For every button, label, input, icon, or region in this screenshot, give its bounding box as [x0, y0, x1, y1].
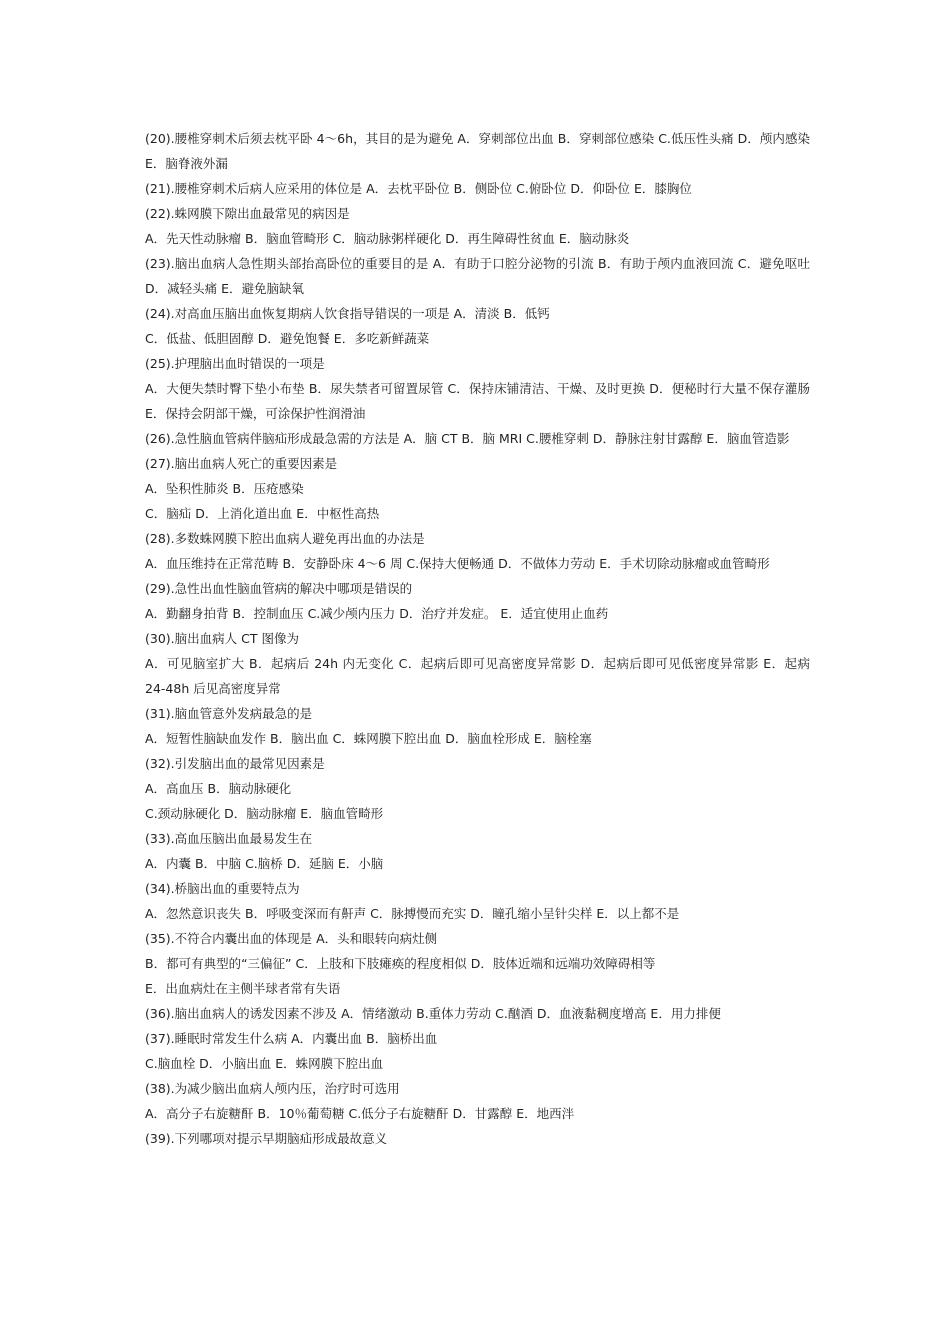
text-line: (39).下列哪项对提示早期脑疝形成最故意义: [145, 1131, 388, 1146]
text-line: (26).急性脑血管病伴脑疝形成最急需的方法是 A．脑 CT B．脑 MRI C.腰椎穿刺 D．静脉注射甘露醇 E．脑血管造影: [145, 431, 790, 446]
text-line: (35).不符合内囊出血的体现是 A．头和眼转向病灶侧: [145, 931, 438, 946]
text-line: A．短暂性脑缺血发作 B．脑出血 C．蛛网膜下腔出血 D．脑血栓形成 E．脑栓塞: [145, 731, 592, 746]
text-line: (30).脑出血病人 CT 图像为: [145, 631, 299, 646]
text-line: (25).护理脑出血时错误的一项是: [145, 356, 325, 371]
text-line: (34).桥脑出血的重要特点为: [145, 881, 300, 896]
text-line: A．忽然意识丧失 B．呼吸变深而有鼾声 C．脉搏慢而充实 D．瞳孔缩小呈针尖样 E．以上都不是: [145, 906, 680, 921]
text-line: C．脑疝 D．上消化道出血 E．中枢性高热: [145, 506, 380, 521]
text-line: (22).蛛网膜下隙出血最常见的病因是: [145, 206, 350, 221]
text-line: (28).多数蛛网膜下腔出血病人避免再出血的办法是: [145, 531, 425, 546]
text-line: E．出血病灶在主侧半球者常有失语: [145, 981, 341, 996]
text-line: A．坠积性肺炎 B．压疮感染: [145, 481, 304, 496]
text-line: A．勤翻身拍背 B．控制血压 C.减少颅内压力 D．治疗并发症。 E．适宜使用止血药: [145, 606, 609, 621]
text-line: C．低盐、低胆固醇 D．避免饱餐 E．多吃新鲜蔬菜: [145, 331, 430, 346]
text-line: (27).脑出血病人死亡的重要因素是: [145, 456, 338, 471]
text-line: (36).脑出血病人的诱发因素不涉及 A．情绪激动 B.重体力劳动 C.酗酒 D．血液黏稠度增高 E．用力排便: [145, 1006, 721, 1021]
document-page: [145, 126, 810, 1151]
text-line: A．高分子右旋糖酐 B．10％葡萄糖 C.低分子右旋糖酐 D．甘露醇 E．地西泮: [145, 1106, 575, 1121]
text-line: A．高血压 B．脑动脉硬化: [145, 781, 292, 796]
text-line: (20).腰椎穿刺术后须去枕平卧 4～6h，其目的是为避免 A．穿刺部位出血 B．穿刺部位感染 C.低压性头痛 D．颅内感染 E．脑脊液外漏: [145, 131, 810, 171]
text-line: (31).脑血管意外发病最急的是: [145, 706, 313, 721]
text-line: (29).急性出血性脑血管病的解决中哪项是错误的: [145, 581, 413, 596]
text-line: (37).睡眠时常发生什么病 A．内囊出血 B．脑桥出血: [145, 1031, 438, 1046]
text-line: B．都可有典型的“三偏征” C．上肢和下肢瘫痪的程度相似 D．肢体近端和远端功效障碍相等: [145, 956, 656, 971]
text-line: A．内囊 B．中脑 C.脑桥 D．延脑 E．小脑: [145, 856, 384, 871]
text-line: A．血压维持在正常范畴 B．安静卧床 4～6 周 C.保持大便畅通 D．不做体力劳动 E．手术切除动脉瘤或血管畸形: [145, 556, 770, 571]
text-line: C.脑血栓 D．小脑出血 E．蛛网膜下腔出血: [145, 1056, 384, 1071]
text-line: (32).引发脑出血的最常见因素是: [145, 756, 325, 771]
text-line: (38).为减少脑出血病人颅内压，治疗时可选用: [145, 1081, 400, 1096]
text-line: A．先天性动脉瘤 B．脑血管畸形 C．脑动脉粥样硬化 D．再生障碍性贫血 E．脑动脉炎: [145, 231, 630, 246]
text-line: A．可见脑室扩大 B．起病后 24h 内无变化 C．起病后即可见高密度异常影 D．起病后即可见低密度异常影 E．起病 24-48h 后见高密度异常: [145, 656, 810, 696]
text-line: (23).脑出血病人急性期头部抬高卧位的重要目的是 A．有助于口腔分泌物的引流 B．有助于颅内血液回流 C．避免呕吐 D．减轻头痛 E．避免脑缺氧: [145, 256, 810, 296]
text-line: (21).腰椎穿刺术后病人应采用的体位是 A．去枕平卧位 B．侧卧位 C.俯卧位 D．仰卧位 E．膝胸位: [145, 181, 692, 196]
text-line: (33).高血压脑出血最易发生在: [145, 831, 313, 846]
text-line: C.颈动脉硬化 D．脑动脉瘤 E．脑血管畸形: [145, 806, 384, 821]
text-line: (24).对高血压脑出血恢复期病人饮食指导错误的一项是 A．清淡 B．低钙: [145, 306, 550, 321]
text-line: A．大便失禁时臀下垫小布垫 B．尿失禁者可留置尿管 C．保持床铺清洁、干燥、及时更换 D．便秘时行大量不保存灌肠 E．保持会阴部干燥，可涂保护性润滑油: [145, 381, 810, 421]
